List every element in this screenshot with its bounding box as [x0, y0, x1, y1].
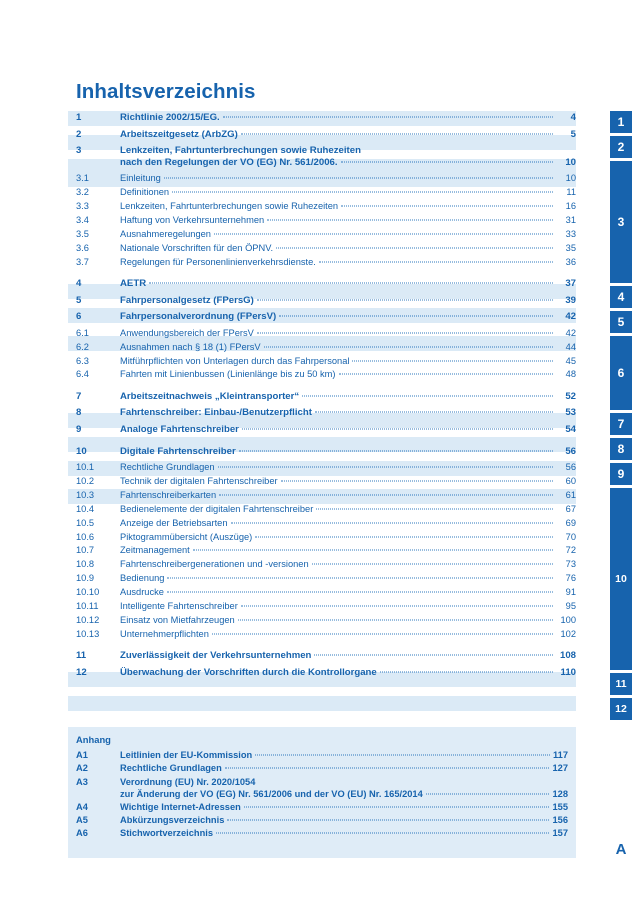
toc-entry[interactable] [76, 519, 576, 528]
toc-entry[interactable] [76, 560, 576, 569]
toc-page: 100 [560, 614, 576, 625]
toc-page: 56 [565, 445, 576, 457]
toc-page: 45 [565, 355, 576, 366]
appendix-label: Stichwortverzeichnis [120, 828, 213, 839]
toc-label: Bedienelemente der digitalen Fahrtenschreiber [120, 503, 314, 514]
toc-entry[interactable] [76, 588, 576, 597]
chapter-tab-label: 2 [617, 140, 625, 154]
leader-dots [267, 220, 553, 221]
toc-page: 35 [565, 242, 576, 253]
leader-dots [227, 820, 549, 821]
leader-dots [239, 450, 553, 451]
toc-entry[interactable] [76, 258, 576, 267]
leader-dots [315, 412, 553, 413]
appendix-label-cont: zur Änderung der VO (EG) Nr. 561/2006 und der VO (EU) Nr. 165/2014 [120, 788, 423, 799]
appendix-entry[interactable] [76, 763, 568, 773]
toc-label: Analoge Fahrtenschreiber [120, 423, 239, 435]
table-of-contents [76, 108, 576, 677]
chapter-tab-label: 10 [615, 573, 627, 585]
appendix-number: A3 [76, 776, 88, 787]
toc-page: 5 [570, 128, 576, 140]
toc-label: Technik der digitalen Fahrtenschreiber [120, 476, 278, 487]
toc-page: 10 [565, 173, 576, 184]
leader-dots [255, 536, 553, 537]
leader-dots [212, 633, 553, 634]
chapter-tab-1[interactable] [610, 111, 632, 133]
toc-entry[interactable] [76, 463, 576, 472]
toc-number: 10.6 [76, 531, 95, 542]
toc-entry[interactable] [76, 279, 576, 289]
toc-number: 6.3 [76, 355, 89, 366]
toc-number: 3.3 [76, 201, 89, 212]
leader-dots [279, 316, 553, 317]
toc-label: Ausdrucke [120, 587, 164, 598]
toc-number: 10.2 [76, 476, 95, 487]
appendix-number: A5 [76, 815, 88, 826]
toc-number: 6 [76, 311, 82, 323]
toc-label: Anwendungsbereich der FPersV [120, 327, 254, 338]
leader-dots [316, 508, 553, 509]
toc-entry[interactable] [76, 130, 576, 140]
toc-label: Arbeitszeitnachweis „Kleintransporter“ [120, 390, 300, 402]
toc-label: Fahrpersonalverordnung (FPersV) [120, 311, 277, 323]
toc-number: 10.3 [76, 489, 95, 500]
toc-entry[interactable] [76, 312, 576, 322]
appendix-number: A6 [76, 828, 88, 839]
toc-entry[interactable] [76, 533, 576, 542]
leader-dots [244, 806, 550, 807]
toc-label: Einsatz von Mietfahrzeugen [120, 614, 235, 625]
toc-label: Intelligente Fahrtenschreiber [120, 601, 238, 612]
toc-page: 95 [565, 601, 576, 612]
toc-entry[interactable] [76, 602, 576, 611]
toc-entry[interactable] [76, 174, 576, 183]
toc-label: Regelungen für Personenlinienverkehrsdienste. [120, 256, 316, 267]
appendix-number: A2 [76, 763, 88, 774]
chapter-tab-label: 3 [617, 215, 625, 229]
toc-entry[interactable] [76, 574, 576, 583]
chapter-tab-12[interactable] [610, 698, 632, 720]
toc-entry[interactable] [76, 296, 576, 306]
appendix-page: 117 [553, 750, 568, 760]
toc-page: 16 [565, 201, 576, 212]
leader-dots [216, 833, 549, 834]
chapter-tab-8[interactable] [610, 438, 632, 460]
leader-dots [167, 578, 553, 579]
toc-label: Digitale Fahrtenschreiber [120, 445, 236, 457]
toc-number: 9 [76, 423, 82, 435]
toc-entry[interactable] [76, 188, 576, 197]
chapter-tab-label: 12 [615, 703, 627, 715]
toc-number: 10.7 [76, 545, 95, 556]
toc-number: 10.4 [76, 503, 95, 514]
toc-page: 42 [565, 327, 576, 338]
appendix-entry[interactable] [76, 802, 568, 812]
leader-dots [255, 755, 550, 756]
leader-dots [281, 481, 553, 482]
toc-entry[interactable] [76, 343, 576, 352]
toc-entry[interactable] [76, 392, 576, 402]
toc-label: Definitionen [120, 187, 170, 198]
chapter-tab-label: 1 [617, 115, 625, 129]
chapter-tab-label: 6 [617, 366, 625, 380]
chapter-tab-label: 11 [615, 678, 627, 690]
toc-entry[interactable] [76, 651, 576, 661]
toc-number: 12 [76, 666, 87, 678]
toc-number: 6.4 [76, 369, 89, 380]
toc-label: Haftung von Verkehrsunternehmen [120, 215, 265, 226]
leader-dots [172, 192, 553, 193]
toc-label: Fahrtenschreiberkarten [120, 489, 217, 500]
toc-label: Lenkzeiten, Fahrtunterbrechungen sowie Ruhezeiten [120, 201, 339, 212]
toc-page: 4 [570, 112, 576, 123]
chapter-tab-strip [608, 0, 640, 898]
toc-label: Ausnahmeregelungen [120, 228, 211, 239]
toc-page: 56 [565, 462, 576, 473]
appendix-number: A1 [76, 750, 88, 760]
appendix-page: 156 [552, 815, 568, 826]
appendix-entry-cont[interactable] [120, 789, 568, 799]
appendix-number: A4 [76, 801, 88, 812]
leader-dots [214, 233, 553, 234]
chapter-tab-10[interactable] [610, 488, 632, 670]
leader-dots [241, 606, 553, 607]
appendix-entry[interactable] [76, 750, 568, 760]
leader-dots [312, 564, 553, 565]
appendix-section [68, 727, 576, 858]
appendix-heading: Anhang [76, 734, 111, 745]
toc-entry[interactable] [76, 408, 576, 418]
toc-page: 52 [565, 390, 576, 402]
toc-label: Anzeige der Betriebsarten [120, 517, 228, 528]
toc-number: 10.10 [76, 587, 100, 598]
toc-label: Mitführpflichten von Unterlagen durch das Fahrpersonal [120, 355, 350, 366]
toc-number: 3.5 [76, 228, 89, 239]
toc-entry[interactable] [76, 491, 576, 500]
toc-page: 69 [565, 517, 576, 528]
toc-page: 91 [565, 587, 576, 598]
toc-label: Lenkzeiten, Fahrtunterbrechungen sowie Ruhezeiten [120, 145, 361, 157]
leader-dots [257, 299, 553, 300]
toc-number: 3.6 [76, 242, 89, 253]
page-title: Inhaltsverzeichnis [76, 80, 256, 103]
toc-page: 110 [560, 666, 576, 678]
leader-dots [223, 117, 553, 118]
toc-number: 3 [76, 145, 82, 157]
toc-number: 10 [76, 445, 87, 457]
toc-number: 3.4 [76, 215, 89, 226]
leader-dots [241, 133, 553, 134]
toc-number: 10.1 [76, 462, 95, 473]
toc-number: 10.12 [76, 614, 100, 625]
chapter-tab-label: 8 [617, 442, 625, 456]
leader-dots [193, 550, 553, 551]
toc-label: Fahrtenschreiber: Einbau-/Benutzerpflicht [120, 407, 312, 419]
toc-number: 6.2 [76, 341, 89, 352]
toc-label: Arbeitszeitgesetz (ArbZG) [120, 128, 238, 140]
toc-number: 5 [76, 294, 82, 306]
toc-label: Zeitmanagement [120, 545, 190, 556]
toc-entry[interactable] [76, 216, 576, 225]
leader-dots [314, 655, 553, 656]
toc-entry[interactable] [76, 546, 576, 555]
appendix-page: 128 [552, 788, 568, 799]
appendix-page: 155 [552, 801, 568, 812]
leader-dots [319, 261, 553, 262]
chapter-tab-11[interactable] [610, 673, 632, 695]
toc-entry[interactable] [76, 425, 576, 435]
toc-label: Einleitung [120, 173, 161, 184]
toc-entry[interactable] [76, 616, 576, 625]
toc-label: Nationale Vorschriften für den ÖPNV. [120, 242, 274, 253]
toc-label: Fahrpersonalgesetz (FPersG) [120, 294, 254, 306]
toc-page: 54 [565, 423, 576, 435]
toc-label: Fahrten mit Linienbussen (Linienlänge bis zu 50 km) [120, 369, 336, 380]
appendix-entry[interactable] [76, 828, 568, 838]
chapter-tab-9[interactable] [610, 463, 632, 485]
leader-dots [341, 206, 553, 207]
toc-page: 60 [565, 476, 576, 487]
toc-label: Bedienung [120, 573, 165, 584]
appendix-page: 157 [552, 828, 568, 839]
toc-page: 61 [565, 489, 576, 500]
chapter-tab-2[interactable] [610, 136, 632, 158]
chapter-tab-5[interactable] [610, 311, 632, 333]
toc-number: 10.5 [76, 517, 95, 528]
toc-page: 108 [559, 650, 576, 662]
toc-page: 70 [565, 531, 576, 542]
chapter-tab-label: 5 [617, 315, 625, 329]
toc-number: 4 [76, 278, 82, 290]
appendix-label: Verordnung (EU) Nr. 2020/1054 [120, 776, 256, 787]
toc-page: 67 [565, 503, 576, 514]
leader-dots [302, 395, 553, 396]
chapter-tab-label: 4 [617, 290, 625, 304]
toc-number: 10.9 [76, 573, 95, 584]
toc-entry[interactable] [76, 230, 576, 239]
toc-label: Unternehmerpflichten [120, 628, 209, 639]
chapter-tab-label: A [615, 841, 627, 858]
leader-dots [257, 332, 553, 333]
toc-page: 44 [565, 341, 576, 352]
toc-page: 36 [565, 256, 576, 267]
toc-entry[interactable] [76, 146, 576, 167]
chapter-tab-3[interactable] [610, 161, 632, 283]
toc-page: 31 [565, 215, 576, 226]
appendix-entry[interactable] [76, 815, 568, 825]
toc-entry[interactable] [76, 668, 576, 678]
appendix-label: Abkürzungsverzeichnis [120, 815, 225, 826]
leader-dots [231, 522, 554, 523]
leader-dots [218, 467, 553, 468]
toc-number: 1 [76, 112, 82, 123]
toc-number: 10.11 [76, 601, 99, 612]
toc-page: 53 [565, 407, 576, 419]
toc-entry[interactable] [76, 202, 576, 211]
chapter-tab-6[interactable] [610, 336, 632, 410]
leader-dots [380, 671, 553, 672]
leader-dots [426, 793, 550, 794]
chapter-tab-label: 7 [617, 417, 625, 431]
toc-entry[interactable] [76, 329, 576, 338]
leader-dots [149, 283, 553, 284]
toc-page: 39 [565, 294, 576, 306]
toc-label: Zuverlässigkeit der Verkehrsunternehmen [120, 650, 312, 662]
toc-entry[interactable] [76, 357, 576, 366]
leader-dots [264, 346, 553, 347]
appendix-label: Wichtige Internet-Adressen [120, 801, 241, 812]
toc-number: 2 [76, 128, 82, 140]
leader-dots [339, 374, 554, 375]
toc-label: Ausnahmen nach § 18 (1) FPersV [120, 341, 261, 352]
toc-number: 3.7 [76, 256, 89, 267]
toc-entry[interactable] [76, 630, 576, 639]
toc-entry[interactable] [76, 370, 576, 379]
leader-dots [238, 619, 553, 620]
toc-label: Fahrtenschreibergenerationen und -versionen [120, 559, 309, 570]
toc-label: Richtlinie 2002/15/EG. [120, 112, 220, 123]
toc-label-cont: nach den Regelungen der VO (EG) Nr. 561/2006. [120, 156, 338, 168]
appendix-label: Leitlinien der EU-Kommission [120, 750, 253, 760]
toc-label: Piktogrammübersicht (Auszüge) [120, 531, 253, 542]
toc-number: 10.13 [76, 628, 100, 639]
toc-page: 73 [565, 559, 576, 570]
toc-number: 6.1 [76, 327, 89, 338]
toc-page: 33 [565, 228, 576, 239]
appendix-label: Rechtliche Grundlagen [120, 763, 222, 774]
toc-label: AETR [120, 278, 147, 290]
toc-label: Rechtliche Grundlagen [120, 462, 215, 473]
toc-page: 42 [565, 311, 576, 323]
leader-dots [167, 592, 553, 593]
highlight-band [68, 696, 576, 711]
toc-number: 7 [76, 390, 82, 402]
leader-dots [341, 161, 553, 162]
leader-dots [225, 768, 550, 769]
toc-entry[interactable] [76, 505, 576, 514]
toc-entry[interactable] [76, 477, 576, 486]
appendix-page: 127 [552, 763, 568, 774]
appendix-entry[interactable] [76, 777, 568, 787]
toc-page: 10 [565, 156, 576, 168]
toc-number: 8 [76, 407, 82, 419]
toc-page: 102 [560, 628, 576, 639]
toc-entry[interactable] [76, 447, 576, 457]
toc-page: 37 [565, 278, 576, 290]
leader-dots [352, 360, 553, 361]
leader-dots [242, 428, 553, 429]
chapter-tab-7[interactable] [610, 413, 632, 435]
toc-number: 3.1 [76, 173, 89, 184]
toc-entry[interactable] [76, 113, 576, 123]
toc-page: 76 [565, 573, 576, 584]
chapter-tab-appendix[interactable] [610, 723, 632, 864]
toc-page: 11 [566, 187, 576, 198]
toc-number: 11 [76, 650, 87, 662]
leader-dots [276, 247, 553, 248]
toc-entry[interactable] [76, 244, 576, 253]
leader-dots [219, 494, 553, 495]
chapter-tab-4[interactable] [610, 286, 632, 308]
toc-page: 48 [565, 369, 576, 380]
leader-dots [164, 178, 553, 179]
chapter-tab-label: 9 [617, 467, 625, 481]
toc-number: 3.2 [76, 187, 89, 198]
toc-page: 72 [565, 545, 576, 556]
toc-label: Überwachung der Vorschriften durch die Kontrollorgane [120, 666, 377, 678]
toc-number: 10.8 [76, 559, 95, 570]
